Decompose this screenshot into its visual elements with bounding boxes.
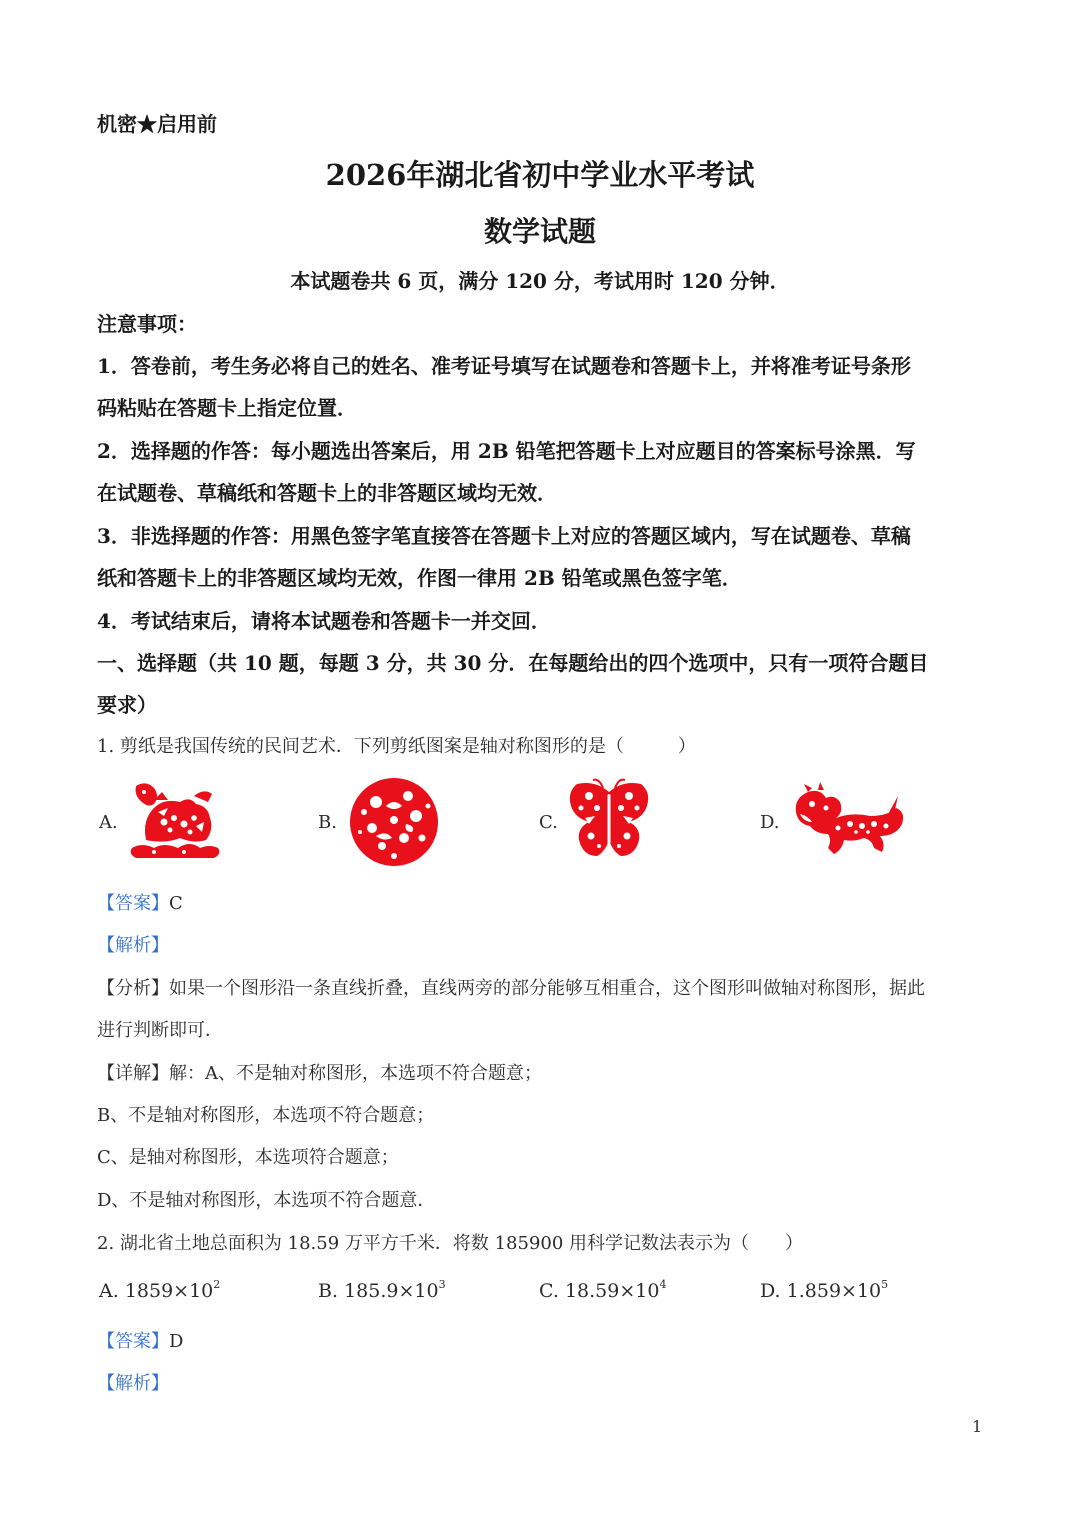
answer-value: C bbox=[169, 893, 183, 914]
detail-text: 解：A、不是轴对称图形，本选项不符合题意； bbox=[169, 1063, 542, 1084]
note-line: 1．答卷前，考生务必将自己的姓名、准考证号填写在试题卷和答题卡上，并将准考证号条形 bbox=[97, 354, 911, 378]
section-heading: 一、选择题（共 10 题，每题 3 分，共 30 分．在每题给出的四个选项中，只有一项符合题目 bbox=[97, 651, 929, 675]
notes-heading: 注意事项： bbox=[97, 312, 197, 336]
papercut-round-pattern-image bbox=[346, 776, 442, 868]
option-label: B. bbox=[318, 1280, 339, 1302]
q1-detail-line: C、是轴对称图形，本选项符合题意； bbox=[97, 1147, 399, 1168]
option-exponent: 2 bbox=[213, 1278, 221, 1291]
q2-option-b bbox=[318, 1278, 446, 1302]
page-number: 1 bbox=[972, 1417, 983, 1436]
option-label: C. bbox=[539, 1280, 559, 1302]
q2-option-c bbox=[539, 1278, 666, 1302]
fenxi-label: 【分析】 bbox=[97, 978, 169, 999]
q1-detail-line: B、不是轴对称图形，本选项不符合题意； bbox=[97, 1105, 435, 1126]
analysis-label: 【解析】 bbox=[97, 935, 169, 956]
option-exponent: 4 bbox=[659, 1278, 667, 1291]
answer-label: 【答案】 bbox=[97, 1331, 169, 1352]
q2-analysis-label bbox=[97, 1369, 169, 1395]
q1-detail-line bbox=[97, 1059, 542, 1085]
q1-fenxi-cont: 进行判断即可． bbox=[97, 1020, 223, 1041]
option-c-label: C. bbox=[539, 812, 558, 833]
papercut-butterfly-image bbox=[565, 778, 653, 860]
option-label: A. bbox=[99, 1280, 119, 1302]
exam-info: 本试题卷共 6 页，满分 120 分，考试用时 120 分钟． bbox=[290, 269, 790, 293]
note-line: 4．考试结束后，请将本试题卷和答题卡一并交回． bbox=[97, 609, 551, 633]
exam-subtitle: 数学试题 bbox=[483, 215, 596, 248]
option-base: 1859×10 bbox=[124, 1280, 214, 1302]
q1-fenxi-line bbox=[97, 974, 925, 1000]
q2-answer-line bbox=[97, 1327, 183, 1353]
q2-option-d bbox=[760, 1278, 888, 1302]
papercut-dragon-image bbox=[790, 782, 908, 860]
q1-analysis-label bbox=[97, 931, 169, 957]
option-exponent: 5 bbox=[881, 1278, 889, 1291]
analysis-label: 【解析】 bbox=[97, 1373, 169, 1394]
detail-label: 【详解】 bbox=[97, 1063, 169, 1084]
option-base: 185.9×10 bbox=[344, 1280, 439, 1302]
note-line: 纸和答题卡上的非答题区域均无效，作图一律用 2B 铅笔或黑色签字笔． bbox=[97, 566, 742, 590]
option-exponent: 3 bbox=[438, 1278, 446, 1291]
q2-option-a bbox=[99, 1278, 220, 1302]
exam-title: 2026年湖北省初中学业水平考试 bbox=[325, 158, 755, 192]
fenxi-text: 如果一个图形沿一条直线折叠，直线两旁的部分能够互相重合，这个图形叫做轴对称图形，据此 bbox=[169, 978, 925, 999]
q1-detail-line: D、不是轴对称图形，本选项不符合题意． bbox=[97, 1190, 436, 1211]
note-line: 码粘贴在答题卡上指定位置． bbox=[97, 396, 357, 420]
question-2-stem: 2. 湖北省土地总面积为 18.59 万平方千米．将数 185900 用科学记数法表示为（ ） bbox=[97, 1233, 804, 1254]
option-base: 1.859×10 bbox=[786, 1280, 882, 1302]
option-a-label: A. bbox=[99, 812, 118, 833]
answer-label: 【答案】 bbox=[97, 893, 169, 914]
option-d-label: D. bbox=[760, 812, 780, 833]
option-label: D. bbox=[760, 1280, 781, 1302]
section-heading-cont: 要求） bbox=[97, 693, 157, 717]
option-base: 18.59×10 bbox=[564, 1280, 660, 1302]
q1-answer-line bbox=[97, 889, 183, 915]
option-b-label: B. bbox=[318, 812, 337, 833]
note-line: 2．选择题的作答：每小题选出答案后，用 2B 铅笔把答题卡上对应题目的答案标号涂黑．写 bbox=[97, 439, 916, 463]
question-1-stem: 1. 剪纸是我国传统的民间艺术．下列剪纸图案是轴对称图形的是（ ） bbox=[97, 736, 696, 757]
papercut-qilin-image bbox=[124, 778, 224, 864]
note-line: 3．非选择题的作答：用黑色签字笔直接答在答题卡上对应的答题区域内，写在试题卷、草稿 bbox=[97, 524, 911, 548]
confidential-label: 机密★启用前 bbox=[97, 112, 217, 136]
note-line: 在试题卷、草稿纸和答题卡上的非答题区域均无效． bbox=[97, 481, 557, 505]
answer-value: D bbox=[169, 1331, 184, 1352]
